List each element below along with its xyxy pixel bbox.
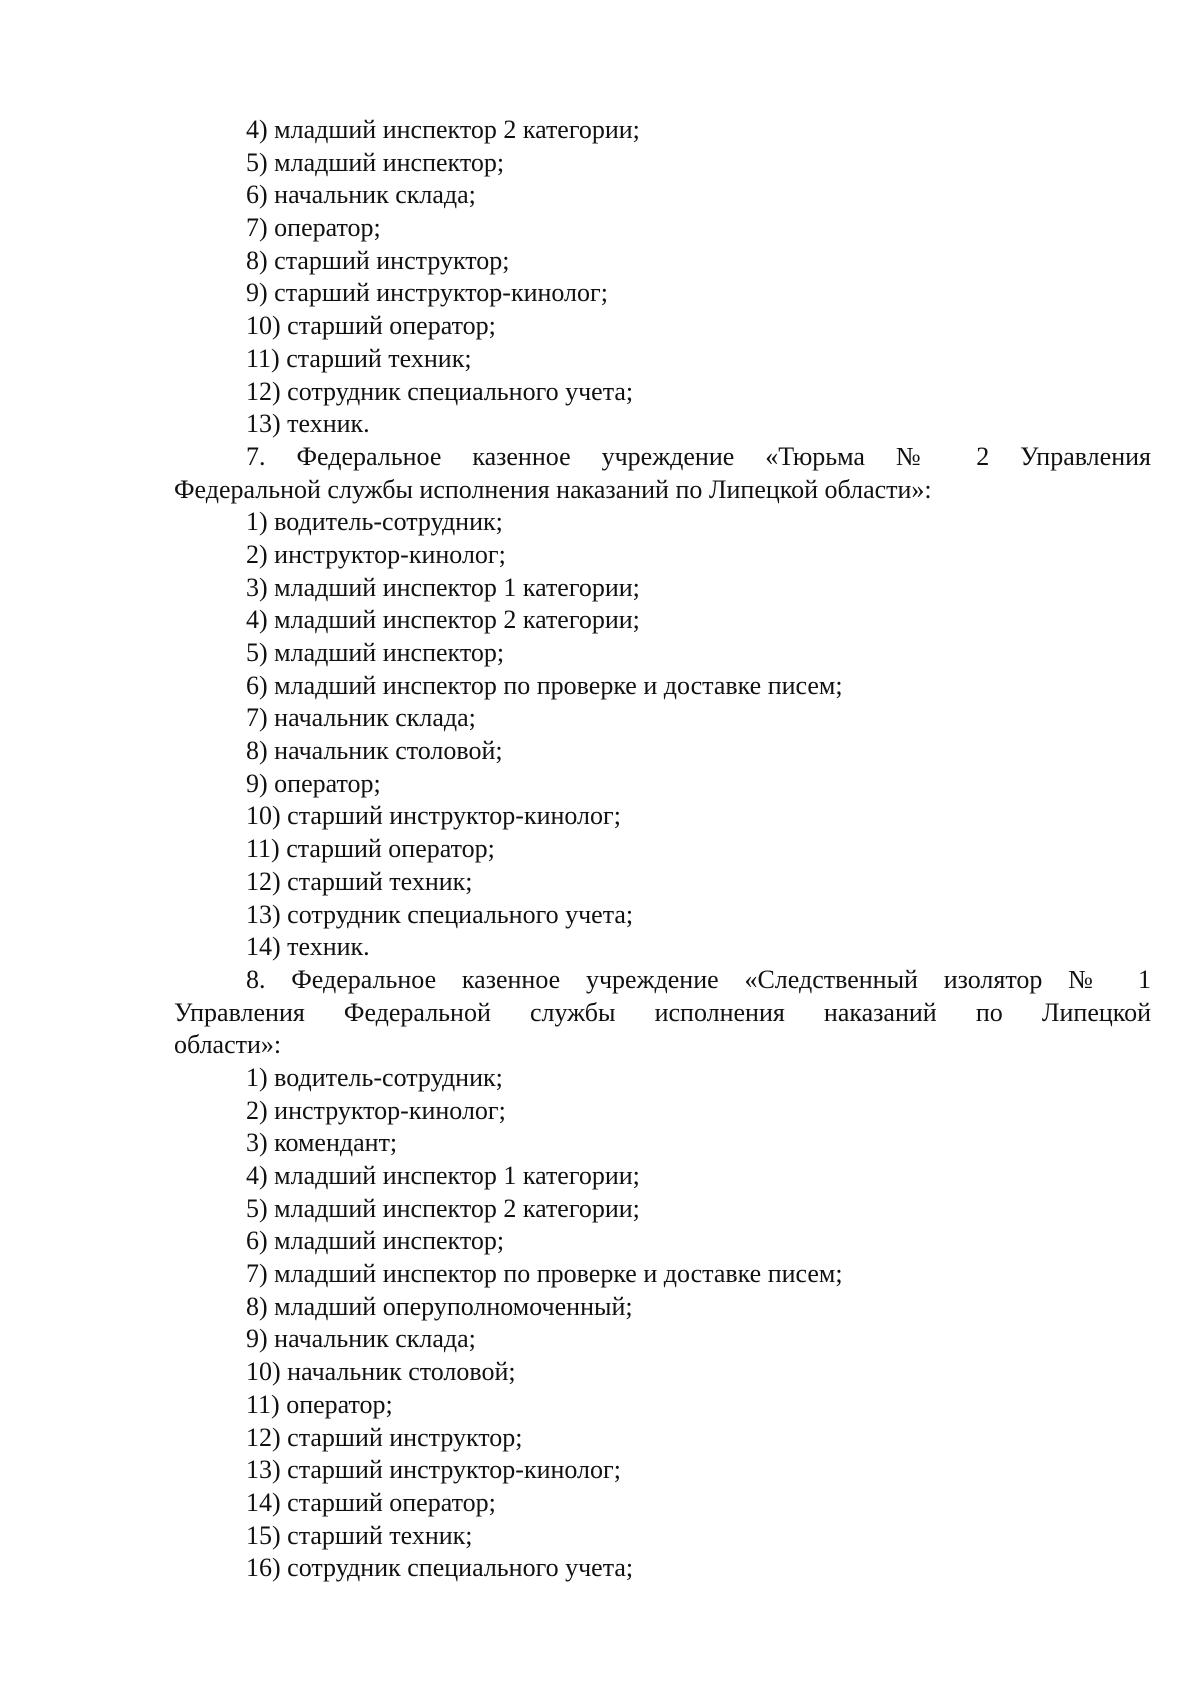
section-8-heading-line-1: 8. Федеральное казенное учреждение «Следственный изолятор № 1 xyxy=(246,964,1151,994)
section-7-heading-line-1: 7. Федеральное казенное учреждение «Тюрьма № 2 Управления xyxy=(246,441,1151,471)
section-8-heading-line-3: области»: xyxy=(174,1030,282,1060)
list-item: 13) сотрудник специального учета; xyxy=(246,899,634,929)
document-page xyxy=(174,114,1151,1585)
list-item: 1) водитель-сотрудник; xyxy=(246,507,503,537)
list-item: 7) оператор; xyxy=(246,213,381,243)
list-item: 11) старший техник; xyxy=(246,343,472,373)
list-item: 10) старший оператор; xyxy=(246,311,496,341)
list-item: 1) водитель-сотрудник; xyxy=(246,1062,503,1092)
list-item: 3) младший инспектор 1 категории; xyxy=(246,572,640,602)
list-item: 2) инструктор-кинолог; xyxy=(246,539,506,569)
list-item: 12) старший техник; xyxy=(246,866,473,896)
list-item: 8) начальник столовой; xyxy=(246,736,503,766)
list-item: 10) старший инструктор-кинолог; xyxy=(246,801,621,831)
list-item: 4) младший инспектор 2 категории; xyxy=(246,605,640,635)
section-7-heading xyxy=(174,441,1151,506)
list-item: 9) старший инструктор-кинолог; xyxy=(246,278,608,308)
list-item: 7) начальник склада; xyxy=(246,703,476,733)
list-item: 5) младший инспектор; xyxy=(246,147,505,177)
list-item: 14) старший оператор; xyxy=(246,1487,496,1517)
section-7-heading-line-2: Федеральной службы исполнения наказаний по Липецкой области»: xyxy=(174,474,932,504)
list-item: 6) младший инспектор по проверке и доставке писем; xyxy=(246,670,843,700)
list-item: 5) младший инспектор 2 категории; xyxy=(246,1193,640,1223)
list-item: 11) старший оператор; xyxy=(246,834,495,864)
list-item: 8) старший инструктор; xyxy=(246,245,510,275)
section-8-position-list xyxy=(174,1062,1151,1585)
list-item: 8) младший оперуполномоченный; xyxy=(246,1291,633,1321)
list-item: 9) начальник склада; xyxy=(246,1324,476,1354)
list-item: 13) старший инструктор-кинолог; xyxy=(246,1455,621,1485)
list-item: 11) оператор; xyxy=(246,1389,393,1419)
list-item: 5) младший инспектор; xyxy=(246,638,505,667)
list-item: 3) комендант; xyxy=(246,1128,398,1158)
section-7-position-list xyxy=(174,506,1151,964)
list-item: 6) начальник склада; xyxy=(246,180,476,210)
list-item: 10) начальник столовой; xyxy=(246,1357,516,1387)
list-item: 2) инструктор-кинолог; xyxy=(246,1095,506,1125)
position-list-continued xyxy=(174,114,1151,441)
section-8-heading xyxy=(174,964,1151,1062)
list-item: 16) сотрудник специального учета; xyxy=(246,1553,634,1583)
list-item: 13) техник. xyxy=(246,409,370,439)
list-item: 7) младший инспектор по проверке и доставке писем; xyxy=(246,1259,843,1289)
section-8-heading-line-2: Управления Федеральной службы исполнения наказаний по Липецкой xyxy=(174,997,1151,1027)
list-item: 12) сотрудник специального учета; xyxy=(246,376,634,406)
list-item: 14) техник. xyxy=(246,932,370,962)
list-item: 4) младший инспектор 2 категории; xyxy=(246,115,640,144)
list-item: 9) оператор; xyxy=(246,768,381,798)
list-item: 6) младший инспектор; xyxy=(246,1226,505,1256)
list-item: 15) старший техник; xyxy=(246,1520,473,1550)
list-item: 12) старший инструктор; xyxy=(246,1422,523,1452)
list-item: 4) младший инспектор 1 категории; xyxy=(246,1161,640,1190)
